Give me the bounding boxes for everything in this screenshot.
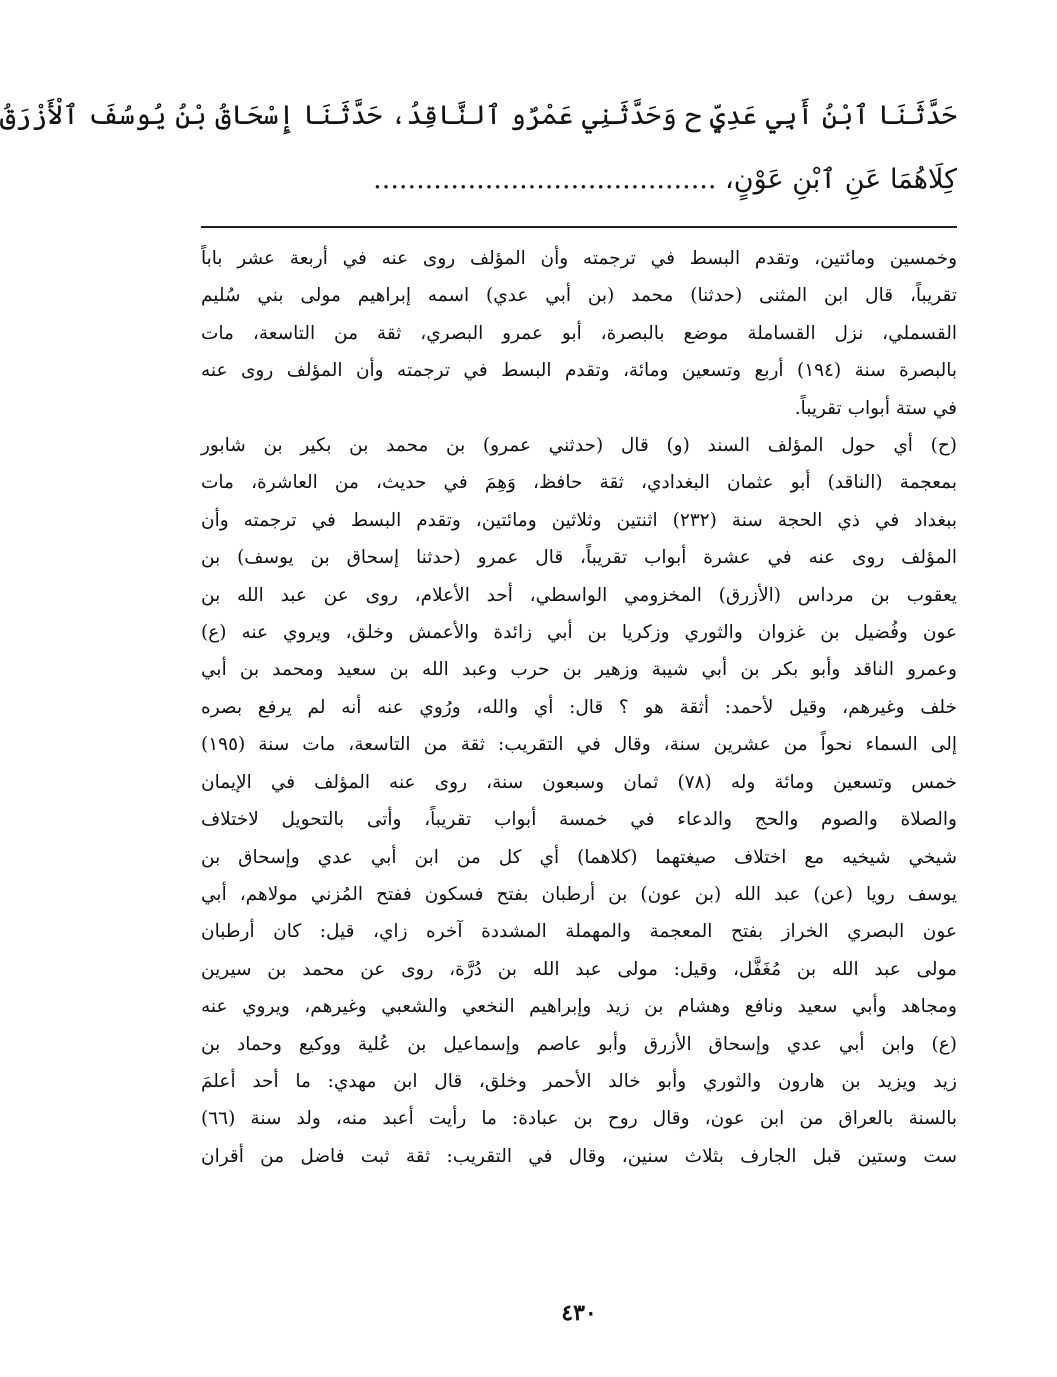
commentary-paragraph xyxy=(201,427,957,1175)
commentary-text xyxy=(201,240,957,1175)
commentary-line: ببغداد في ذي الحجة سنة (٢٣٢) اثنتين وثلاثين ومائتين، وتقدم البسط في ترجمته وأن xyxy=(201,509,957,531)
footnote-divider xyxy=(201,226,957,228)
commentary-line: إلى السماء نحواً من عشرين سنة، وقال في التقريب: ثقة من التاسعة، مات سنة (١٩٥) xyxy=(201,734,957,756)
commentary-line: ومجاهد وأبي سعيد ونافع وهشام بن زيد وإبراهيم النخعي والشعبي وغيرهم، ويروي عنه xyxy=(201,996,957,1018)
commentary-paragraph xyxy=(201,240,957,427)
hadith-line: كِلَاهُمَا عَنِ ٱبْنِ عَوْنٍ، ........................................ xyxy=(373,164,957,195)
commentary-line: (ع) وابن أبي عدي وإسحاق الأزرق وأبو عاصم وإسماعيل بن عُلية ووكيع وحماد بن xyxy=(201,1033,957,1055)
commentary-line: تقريباً، قال ابن المثنى (حدثنا) محمد (بن أبي عدي) اسمه إبراهيم مولى بني سُليم xyxy=(201,285,957,307)
commentary-line: بمعجمة (الناقد) أبو عثمان البغدادي، ثقة حافظ، وَهِمَ في حديث، من العاشرة، مات xyxy=(201,472,957,494)
commentary-line: ست وستين قبل الجارف بثلاث سنين، وقال في التقريب: ثقة ثبت فاضل من أقران xyxy=(201,1145,957,1167)
commentary-line: والصلاة والصوم والحج والدعاء في خمسة أبواب تقريباً، وأتى بالتحويل لاختلاف xyxy=(201,809,957,831)
commentary-line: عون وفُضيل بن غزوان والثوري وزكريا بن أبي زائدة والأعمش وخلق، ويروي عنه (ع) xyxy=(201,622,957,644)
commentary-line: يوسف رويا (عن) عبد الله (بن عون) بن أرطبان بفتح فسكون ففتح المُزني مولاهم، أبي xyxy=(201,883,957,905)
commentary-line: القسملي، نزل القساملة موضع بالبصرة، أبو عمرو البصري، ثقة من التاسعة، مات xyxy=(201,322,957,344)
commentary-line: وعمرو الناقد وأبو بكر بن أبي شيبة وزهير بن حرب وعبد الله بن سعيد ومحمد بن أبي xyxy=(201,659,957,681)
commentary-line: بالبصرة سنة (١٩٤) أربع وتسعين ومائة، وتقدم البسط في ترجمته وأن المؤلف روى عنه xyxy=(201,360,957,382)
commentary-line: المؤلف روى عنه في عشرة أبواب تقريباً، قال عمرو (حدثنا إسحاق بن يوسف) بن xyxy=(201,547,957,569)
commentary-line: زيد ويزيد بن هارون والثوري وأبو خالد الأحمر وخلق، قال ابن مهدي: ما أحد أعلمَ xyxy=(201,1070,957,1092)
commentary-line: خمس وتسعين ومائة وله (٧٨) ثمان وسبعون سنة، روى عنه المؤلف في الإيمان xyxy=(201,771,957,793)
commentary-line: يعقوب بن مرداس (الأزرق) المخزومي الواسطي، أحد الأعلام، روى عن عبد الله بن xyxy=(201,584,957,606)
commentary-line: في ستة أبواب تقريباً. xyxy=(794,397,957,419)
page-number: ٤٣٠ xyxy=(561,1300,597,1326)
commentary-line: (ح) أي حول المؤلف السند (و) قال (حدثني عمرو) بن محمد بن بكير بن شابور xyxy=(201,435,957,457)
commentary-line: مولى عبد الله بن مُغَفَّل، وقيل: مولى عبد الله بن دُرَّة، روى عن محمد بن سيرين xyxy=(201,958,957,980)
commentary-line: وخمسين ومائتين، وتقدم البسط في ترجمته وأن المؤلف روى عنه في أربعة عشر باباً xyxy=(201,248,957,269)
hadith-text xyxy=(0,84,957,212)
hadith-line: حَدَّثَنَا ٱبْنُ أَبِي عَدِيٍّ ح وَحَدَّثَنِي عَمْرٌو ٱلنَّاقِدُ، حَدَّثَنَا إِسْحَاقُ بْنُ يُوسُفَ ٱلْأَزْرَقُ xyxy=(0,100,957,131)
commentary-line: خلف وغيرهم، وقيل لأحمد: أثقة هو ؟ قال: أي والله، ورُوي عنه أنه لم يرفع بصره xyxy=(201,696,957,718)
commentary-line: بالسنة بالعراق من ابن عون، وقال روح بن عبادة: ما رأيت أعبد منه، ولد سنة (٦٦) xyxy=(201,1108,957,1130)
commentary-line: عون البصري الخراز بفتح المعجمة والمهملة المشددة آخره زاي، قيل: كان أرطبان xyxy=(201,921,957,943)
commentary-line: شيخي شيخيه مع اختلاف صيغتهما (كلاهما) أي كل من ابن أبي عدي وإسحاق بن xyxy=(201,846,957,868)
